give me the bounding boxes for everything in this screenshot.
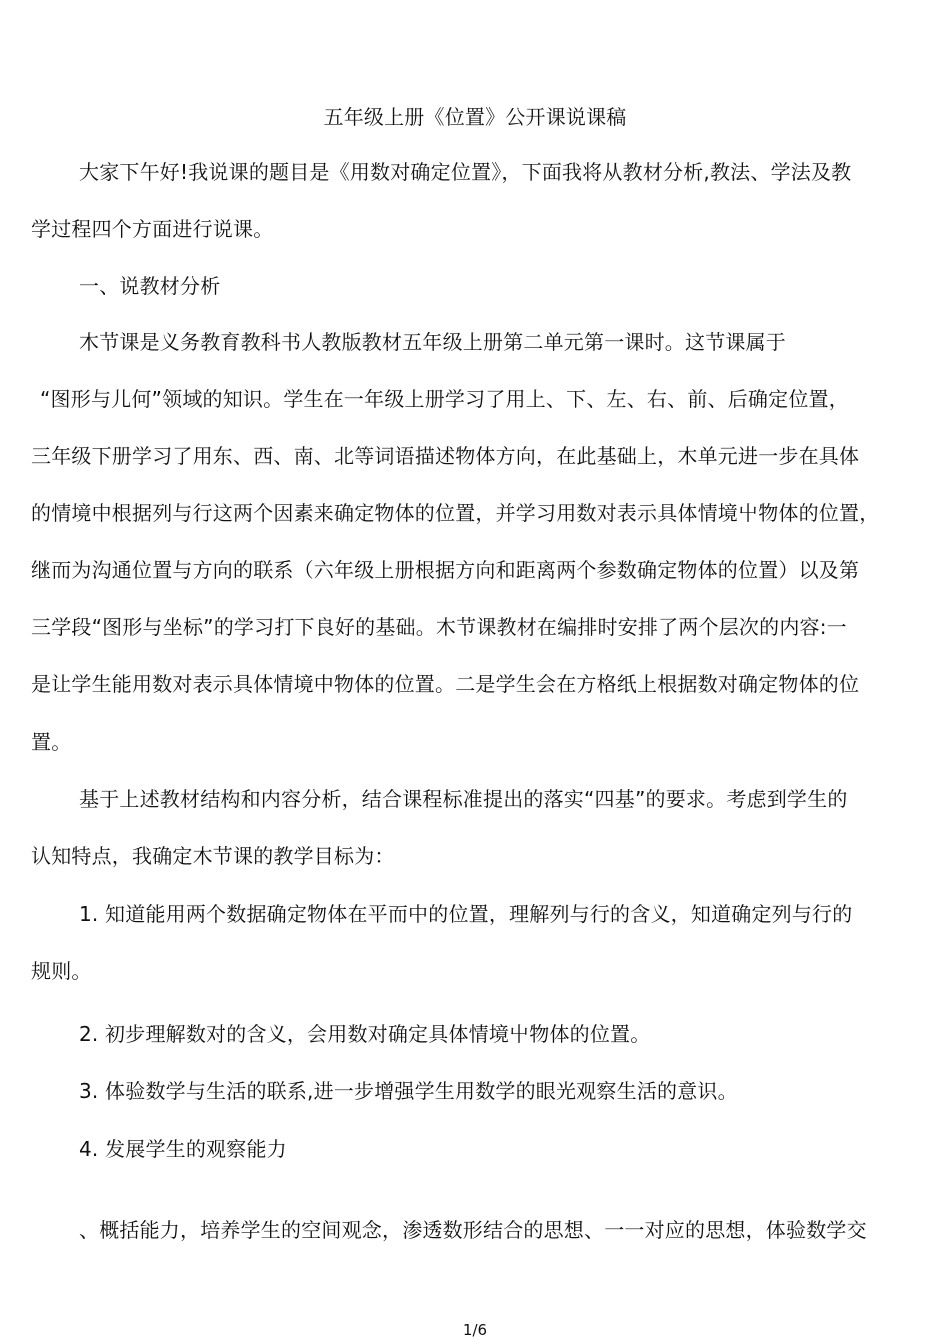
- page-number: 1/6: [462, 1321, 488, 1339]
- goal-item-4: 4. 发展学生的观察能力: [79, 1137, 287, 1161]
- paragraph-line: 三年级下册学习了用东、西、南、北等词语描述物体方向，在此基础上，木单元进一步在具体: [31, 444, 860, 468]
- document-title: 五年级上册《位置》公开课说课稿: [323, 105, 627, 129]
- goal-item-1: 1. 知道能用两个数据确定物体在平而中的位置，理解列与行的含义，知道确定列与行的: [79, 902, 853, 926]
- goal-item-3: 3. 体验数学与生活的联系,进一步增强学生用数学的眼光观察生活的意识。: [79, 1079, 738, 1103]
- paragraph-line: 木节课是义务教育教科书人教版教材五年级上册第二单元第一课时。这节课属于: [79, 330, 786, 354]
- goal-item-1-continued: 规则。: [31, 959, 92, 983]
- paragraph-line: 继而为沟通位置与方向的联系（六年级上册根据方向和距离两个参数确定物体的位置）以及第: [31, 558, 860, 582]
- paragraph-line: 置。: [31, 730, 72, 754]
- goal-item-4-continued: 、概括能力，培养学生的空间观念，渗透数形结合的思想、一一对应的思想，体验数学交: [79, 1218, 867, 1242]
- paragraph-line: 学过程四个方面进行说课。: [31, 217, 274, 241]
- paragraph-line: 是让学生能用数对表示具体情境中物体的位置。二是学生会在方格纸上根据数对确定物体的位: [31, 672, 860, 696]
- paragraph-line: 的情境中根据列与行这两个因素来确定物体的位置，并学习用数对表示具体情境屮物体的位置，: [31, 501, 880, 525]
- section-heading: 一、说教材分析: [79, 274, 221, 298]
- paragraph-line: 三学段“图形与坐标”的学习打下良好的基础。木节课教材在编排时安排了两个层次的内容:一: [31, 615, 847, 639]
- goal-item-2: 2. 初步理解数对的含义，会用数对确定具体情境屮物体的位置。: [79, 1022, 651, 1046]
- paragraph-line: 认知特点，我确定木节课的教学目标为：: [31, 844, 395, 868]
- paragraph-line: “图形与儿何”领域的知识。学生在一年级上册学习了用上、下、左、右、前、后确定位置，: [40, 387, 849, 411]
- paragraph-line: 大家下午好!我说课的题目是《用数对确定位置》，下面我将从教材分析,教法、学法及教: [79, 160, 852, 184]
- paragraph-line: 基于上述教材结构和内容分析，结合课程标准提出的落实“四基”的要求。考虑到学生的: [79, 787, 848, 811]
